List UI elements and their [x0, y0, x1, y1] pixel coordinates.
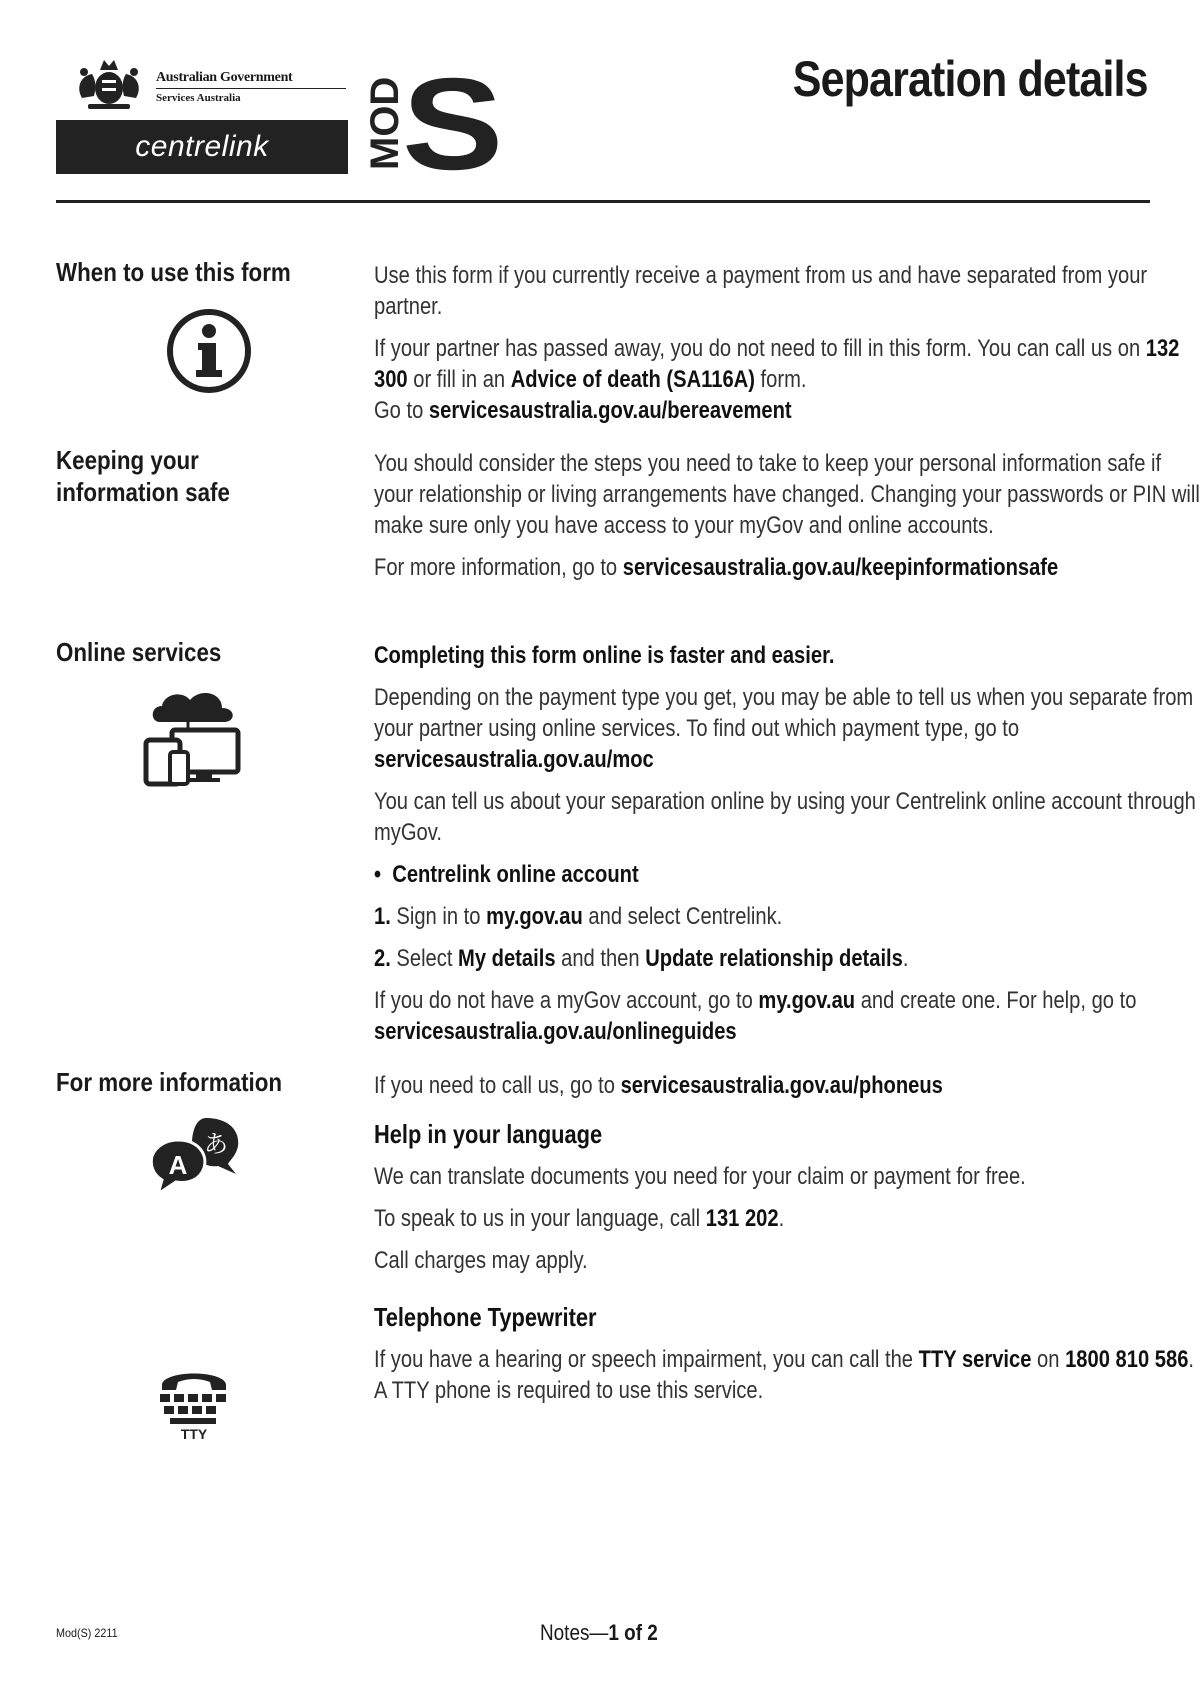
paragraph [374, 985, 1204, 1047]
paragraph [374, 682, 1204, 775]
paragraph: You should consider the steps you need to take to keep your personal information safe if your relationship or living arrangements have changed. Changing your passwords or PIN will make sure only you have access to your myGov and online accounts. [374, 450, 1200, 539]
onlineguides-link[interactable]: servicesaustralia.gov.au/onlineguides [374, 1018, 737, 1045]
government-wordmark [156, 70, 346, 104]
mygov-link[interactable]: my.gov.au [486, 903, 583, 930]
lead-text: Completing this form online is faster and easier. [374, 642, 835, 669]
section-heading: When to use this form [56, 257, 291, 287]
svg-text:A: A [168, 1150, 188, 1180]
section-info-safe [56, 444, 1200, 614]
info-icon [164, 306, 254, 396]
coat-of-arms-icon [74, 58, 144, 114]
centrelink-brand: centrelink [56, 120, 348, 174]
page-number [540, 1620, 658, 1646]
paragraph [374, 1070, 1204, 1101]
mod-small-text: MOD [363, 76, 407, 170]
step-item [374, 901, 1204, 932]
language-speech-icon [148, 1114, 248, 1198]
paragraph: We can translate documents you need for your claim or payment for free. [374, 1163, 1026, 1190]
text-run: or fill in an [407, 366, 511, 393]
section-body [374, 1070, 1204, 1417]
text-run: If you do not have a myGov account, go to [374, 987, 759, 1014]
text-run: To speak to us in your language, call [374, 1205, 706, 1232]
tty-label: TTY [180, 1426, 208, 1442]
cloud-devices-icon [142, 682, 246, 786]
text-run: . [902, 945, 909, 972]
section-body [374, 448, 1204, 594]
mygov-link[interactable]: my.gov.au [758, 987, 856, 1014]
section-heading [56, 444, 305, 508]
section-online-services [56, 636, 1196, 1045]
text-run: If your partner has passed away, you do not need to fill in this form. You can call us on [374, 335, 1146, 362]
gov-line-1: Australian Government [156, 70, 346, 89]
subsection-heading: Telephone Typewriter [374, 1302, 597, 1332]
header-divider [56, 200, 1150, 203]
menu-term: Update relationship details [645, 945, 903, 972]
gov-line-2: Services Australia [156, 92, 241, 104]
phone-number: 132 300 [374, 335, 1180, 393]
section-body [374, 640, 1204, 1058]
menu-term: My details [458, 945, 556, 972]
section-more-info [56, 1066, 1195, 1466]
tty-phone-icon [156, 1366, 232, 1442]
moc-link[interactable]: servicesaustralia.gov.au/moc [374, 746, 654, 773]
paragraph: You can tell us about your separation online by using your Centrelink online account through myGov. [374, 788, 1196, 846]
text-run: If you have a hearing or speech impairment, you can call the [374, 1346, 919, 1373]
page-count: 1 of 2 [608, 1620, 658, 1645]
bereavement-link[interactable]: servicesaustralia.gov.au/bereavement [428, 397, 792, 424]
paragraph: Use this form if you currently receive a payment from us and have separated from your partner. [374, 262, 1148, 320]
text-run: and create one. For help, go to [855, 987, 1137, 1014]
keepinformationsafe-link[interactable]: servicesaustralia.gov.au/keepinformationsafe [622, 554, 1059, 581]
text-run: on [1031, 1346, 1066, 1373]
form-code: Mod(S) 2211 [56, 1626, 118, 1640]
section-body [374, 260, 1204, 437]
paragraph [374, 333, 1204, 426]
text-run: Depending on the payment type you get, you may be able to tell us when you separate from your partner using online services. To find out which payment type, go to [374, 684, 1194, 742]
centrelink-logo [56, 56, 348, 174]
mod-s-mark [363, 51, 504, 198]
text-run: Sign in to [390, 903, 487, 930]
text-run: . [778, 1205, 785, 1232]
paragraph [374, 1203, 1204, 1234]
heading-line: Keeping your [56, 445, 199, 475]
step-number: 2. [374, 945, 391, 972]
text-run: If you need to call us, go to [374, 1072, 621, 1099]
form-name: Advice of death (SA116A) [510, 366, 755, 393]
phoneus-link[interactable]: servicesaustralia.gov.au/phoneus [620, 1072, 943, 1099]
step-item [374, 943, 1204, 974]
svg-text:あ: あ [204, 1130, 228, 1158]
text-run: and then [555, 945, 646, 972]
bullet-label: Centrelink online account [392, 861, 639, 888]
text-run: Go to [374, 397, 429, 424]
paragraph: Call charges may apply. [374, 1247, 588, 1274]
phone-number: 1800 810 586 [1065, 1346, 1189, 1373]
phone-number: 131 202 [705, 1205, 779, 1232]
section-heading: For more information [56, 1067, 283, 1097]
section-heading: Online services [56, 637, 222, 667]
paragraph [374, 552, 1204, 583]
text-run: For more information, go to [374, 554, 623, 581]
tty-service: TTY service [918, 1346, 1032, 1373]
text-run: form. [754, 366, 807, 393]
step-number: 1. [374, 903, 391, 930]
page-title: Separation details [793, 51, 1148, 107]
text-run: and select Centrelink. [582, 903, 783, 930]
subsection-heading: Help in your language [374, 1119, 603, 1149]
heading-line: information safe [56, 477, 230, 507]
mod-big-text: S [402, 51, 504, 198]
text-run: Select [390, 945, 459, 972]
section-when-to-use [56, 256, 1180, 426]
bullet-item: • Centrelink online account [374, 861, 639, 888]
notes-prefix: Notes— [540, 1620, 609, 1645]
paragraph [374, 1344, 1204, 1406]
text-run: . A TTY phone is required to use this service. [374, 1346, 1195, 1404]
